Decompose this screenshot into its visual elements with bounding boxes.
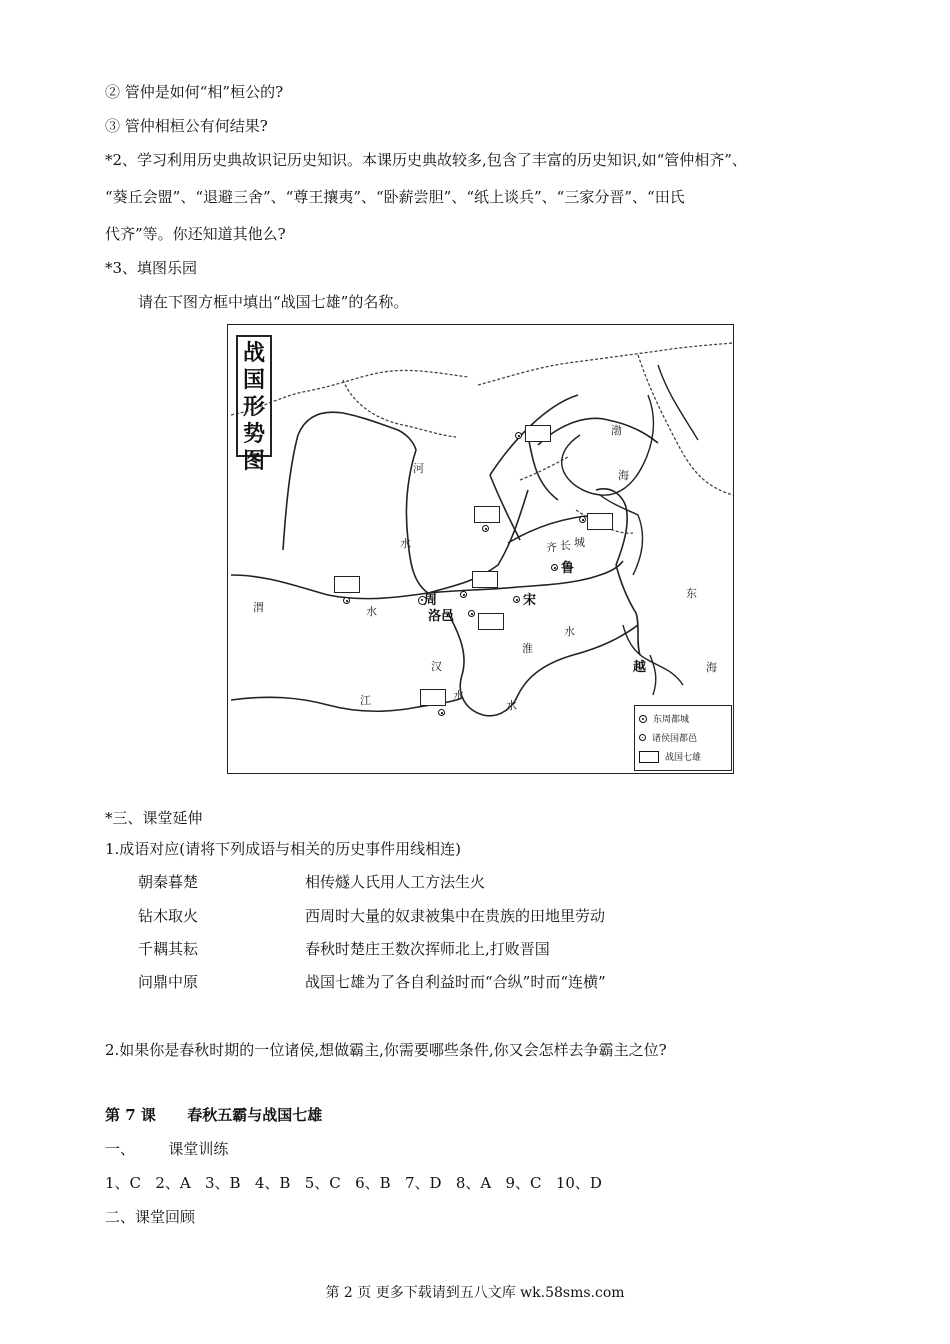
matching-question-title: 1.成语对应(请将下列成语与相关的历史事件用线相连) — [105, 840, 462, 858]
legend-item-3: 战国七雄 — [665, 753, 702, 763]
wall-label: 长 — [560, 539, 571, 552]
river-label: 水 — [453, 689, 464, 702]
river-label: 水 — [366, 605, 377, 618]
page-footer: 第 2 页 更多下载请到五八文库 wk.58sms.com — [325, 1285, 625, 1301]
sea-label: 海 — [706, 661, 717, 674]
state-capital-symbol — [639, 734, 646, 741]
state-capital-marker — [343, 597, 350, 604]
sea-label: 海 — [618, 469, 629, 482]
map-title — [236, 335, 272, 474]
question-3-item: ③ 管仲相桓公有何结果? — [105, 117, 268, 135]
city-yue: 越 — [633, 660, 647, 675]
river-label: 汉 — [431, 660, 442, 673]
answer-key: 1、C 2、A 3、B 4、B 5、C 6、B 7、D 8、A 9、C 10、D — [105, 1174, 602, 1192]
river-label: 淮 — [522, 642, 533, 655]
state-capital-marker — [438, 709, 445, 716]
event-item[interactable]: 春秋时楚庄王数次挥师北上,打败晋国 — [305, 940, 550, 958]
warring-states-map — [227, 324, 734, 774]
map-title-char: 势 — [242, 422, 265, 447]
legend-item-1: 东周都城 — [653, 715, 690, 725]
sea-label: 东 — [686, 587, 697, 600]
event-item[interactable]: 战国七雄为了各自利益时而“合纵”时而“连横” — [305, 973, 606, 991]
lesson-title: 第 7 课 春秋五霸与战国七雄 — [105, 1106, 323, 1124]
city-luoyi: 洛邑 — [428, 609, 455, 624]
wall-label: 齐 — [546, 541, 557, 554]
state-capital-marker — [579, 516, 586, 523]
eastern-zhou-capital-symbol — [639, 715, 647, 723]
answer-box[interactable] — [472, 571, 498, 588]
map-title-char: 战 — [242, 341, 265, 366]
idiom-item[interactable]: 朝秦暮楚 — [138, 873, 199, 891]
answer-box[interactable] — [474, 506, 500, 523]
sea-label: 渤 — [611, 424, 622, 437]
state-capital-marker — [551, 564, 558, 571]
idiom-item[interactable]: 问鼎中原 — [138, 973, 199, 991]
state-capital-marker — [460, 591, 467, 598]
map-title-char: 形 — [242, 395, 265, 420]
state-capital-marker — [513, 596, 520, 603]
answer-box[interactable] — [420, 689, 446, 706]
city-zhou: 周 — [424, 593, 438, 608]
answer-box[interactable] — [525, 425, 551, 442]
state-capital-marker — [515, 432, 522, 439]
river-label: 渭 — [253, 601, 264, 614]
river-label: 水 — [400, 537, 411, 550]
star3-title: *3、填图乐园 — [105, 259, 198, 277]
river-label: 水 — [564, 625, 575, 638]
idiom-item[interactable]: 千耦其耘 — [138, 940, 199, 958]
section-class-review: 二、课堂回顾 — [105, 1208, 196, 1226]
star3-instruction: 请在下图方框中填出“战国七雄”的名称。 — [138, 293, 409, 311]
wall-label: 城 — [574, 536, 585, 549]
idiom-item[interactable]: 钻木取火 — [138, 907, 199, 925]
city-lu: 鲁 — [561, 561, 575, 576]
section-class-training: 一、 课堂训练 — [105, 1140, 229, 1158]
star2-line1: *2、学习利用历史典故识记历史知识。本课历史典故较多,包含了丰富的历史知识,如“管仲相齐”、 — [105, 151, 747, 169]
answer-box[interactable] — [587, 513, 613, 530]
city-song: 宋 — [523, 593, 537, 608]
event-item[interactable]: 西周时大量的奴隶被集中在贵族的田地里劳动 — [305, 907, 606, 925]
river-label: 水 — [506, 699, 517, 712]
star2-line3: 代齐”等。你还知道其他么? — [105, 225, 286, 243]
map-title-char: 国 — [242, 368, 265, 393]
river-label: 河 — [413, 462, 424, 475]
state-capital-marker — [468, 610, 475, 617]
map-title-char: 图 — [242, 449, 265, 474]
legend-item-2: 诸侯国都邑 — [652, 734, 698, 744]
event-item[interactable]: 相传燧人氏用人工方法生火 — [305, 873, 486, 891]
state-capital-marker — [482, 525, 489, 532]
seven-states-symbol — [639, 751, 659, 763]
question-2-item: ② 管仲是如何“相”桓公的? — [105, 83, 284, 101]
hegemon-question: 2.如果你是春秋时期的一位诸侯,想做霸主,你需要哪些条件,你又会怎样去争霸主之位? — [105, 1041, 667, 1059]
star2-line2: “葵丘会盟”、“退避三舍”、“尊王攘夷”、“卧薪尝胆”、“纸上谈兵”、“三家分晋”、“田氏 — [105, 188, 685, 206]
extension-title: *三、课堂延伸 — [105, 809, 203, 827]
answer-box[interactable] — [478, 613, 504, 630]
map-legend — [634, 705, 732, 771]
answer-box[interactable] — [334, 576, 360, 593]
river-label: 江 — [360, 694, 371, 707]
